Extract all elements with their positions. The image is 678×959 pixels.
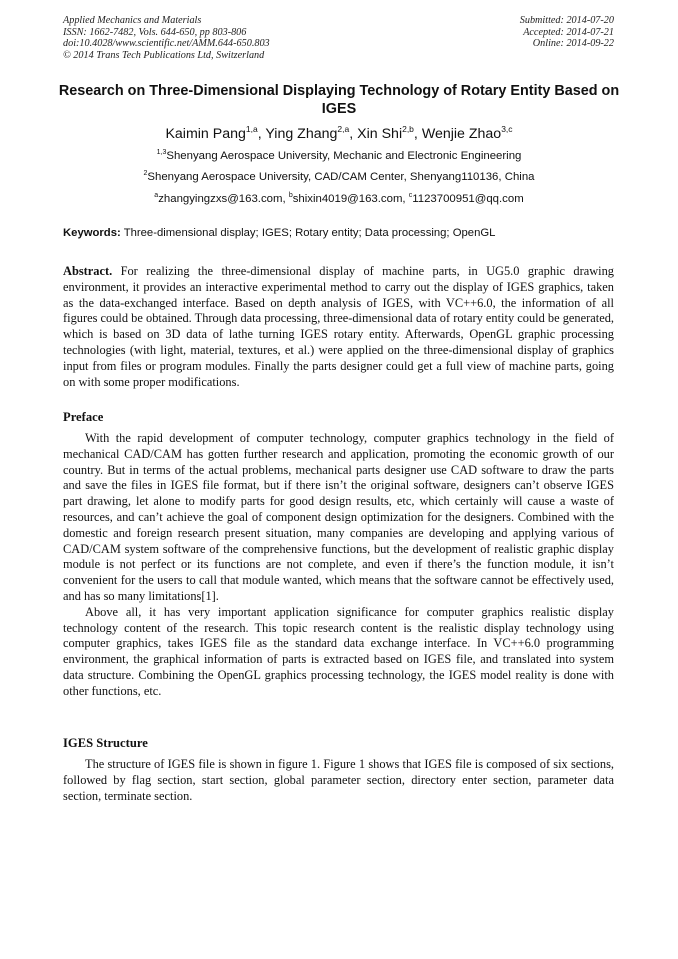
affiliation-text: Shenyang Aerospace University, CAD/CAM Center, Shenyang110136, China	[147, 171, 535, 183]
affiliation	[40, 170, 638, 184]
author-name: Kaimin Pang	[165, 126, 246, 142]
submission-dates	[520, 15, 614, 50]
section-heading-preface: Preface	[63, 410, 104, 424]
online-date: Online: 2014-09-22	[532, 38, 614, 50]
email-mark: b	[288, 192, 293, 199]
keywords-label: Keywords:	[63, 227, 121, 239]
iges-structure-body	[63, 757, 614, 804]
author-affiliation-mark: 1,a	[245, 124, 258, 134]
abstract	[63, 264, 614, 390]
accepted-date: Accepted: 2014-07-21	[523, 26, 614, 38]
author-name: Ying Zhang	[265, 126, 338, 142]
abstract-label: Abstract.	[63, 264, 113, 278]
affiliation-mark: 1,3	[156, 149, 167, 156]
email-mark: a	[154, 192, 159, 199]
submitted-date: Submitted: 2014-07-20	[519, 15, 614, 26]
author-name: Xin Shi	[357, 126, 403, 142]
author-affiliation-mark: 3,c	[501, 124, 513, 134]
abstract-text: For realizing the three-dimensional display of machine parts, in UG5.0 graphic drawing environment, it provides an interactive experimental method to carry out the display of IGES graphics, taken as the data-exchanged interface. Based on depth analysis of IGES, with VC++6.0, the information of all figures could be obtained. Through data processing, three-dimensional data of rotary entity could be generated, which is based on 3D data of lathe turning IGES rotary entity. Afterwards, OpenGL graphic processing technologies (with light, material, textures, et al.) were applied on the three-dimensional display of graphics input from files or program modules. Finally the parts designer could get a full view of machine parts, going on with some proper modifications.	[63, 264, 614, 389]
paragraph: With the rapid development of computer technology, computer graphics technology in the field of mechanical CAD/CAM has gotten further research and application, promoting the economic growth of our country. But in terms of the actual problems, mechanical parts designer use CAD software to draw the parts and save the files in IGES file format, but if there isn’t the original software, designers can’t observe IGES part drawing, let alone to modify parts for good design results, etc, which certainly will cause a waste of resources, and can’t achieve the goal of component design optimization for the designers. Combined with the domestic and foreign research present situation, many companies are developing and applying various of CAD/CAM system software of the comprehensive functions, but the development of realistic graphic display module is not perfect or its functions are not complete, and even if there’s the function module, it isn’t convenient for the users to call that module wanted, which means that the software cannot be effectively used, and has so many limitations[1].	[63, 431, 614, 603]
author-name: Wenjie Zhao	[421, 126, 502, 142]
keywords-text: Three-dimensional display; IGES; Rotary entity; Data processing; OpenGL	[120, 227, 496, 239]
copyright-line: © 2014 Trans Tech Publications Ltd, Switzerland	[63, 49, 265, 61]
keywords	[63, 226, 623, 240]
author-affiliation-mark: 2,a	[337, 124, 350, 134]
issn-line: ISSN: 1662-7482, Vols. 644-650, pp 803-806	[63, 26, 247, 38]
journal-name: Applied Mechanics and Materials	[63, 15, 202, 26]
email-address[interactable]: 1123700951@qq.com	[412, 193, 524, 205]
affiliation-text: Shenyang Aerospace University, Mechanic and Electronic Engineering	[166, 150, 522, 162]
author-affiliation-mark: 2,b	[402, 124, 414, 134]
affiliation	[40, 149, 638, 163]
journal-info	[63, 15, 270, 61]
email-mark: c	[408, 192, 413, 199]
email-address[interactable]: shixin4019@163.com,	[292, 193, 409, 205]
paragraph: The structure of IGES file is shown in figure 1. Figure 1 shows that IGES file is composed of six sections, followed by flag section, start section, global parameter section, directory enter section, parameter data section, terminate section.	[63, 757, 614, 803]
doi-line: doi:10.4028/www.scientific.net/AMM.644-650.803	[63, 38, 270, 50]
section-heading-iges-structure: IGES Structure	[63, 736, 148, 750]
preface-body	[63, 431, 614, 700]
paper-title: Research on Three-Dimensional Displaying Technology of Rotary Entity Based on IGES	[58, 83, 620, 117]
author-list: Kaimin Pang$^{1,a}$, Ying Zhang$^{2,a}$, Xin Shi$^{2,b}$, Wenjie Zhao$^{3,c}$	[165, 124, 513, 142]
email-list	[40, 192, 638, 206]
paragraph: Above all, it has very important application significance for computer graphics realistic display technology content of the research. This topic research content is the realistic display technology using computer graphics, takes IGES file as the standard data exchange interface. In VC++6.0 programming environment, the graphical information of parts is extracted based on IGES file, and translated into system data structure. Combining the OpenGL graphics processing technology, the IGES model reality is done with other functions, etc.	[63, 604, 614, 698]
email-address[interactable]: zhangyingzxs@163.com,	[158, 193, 289, 205]
affiliation-mark: 2	[143, 170, 148, 177]
